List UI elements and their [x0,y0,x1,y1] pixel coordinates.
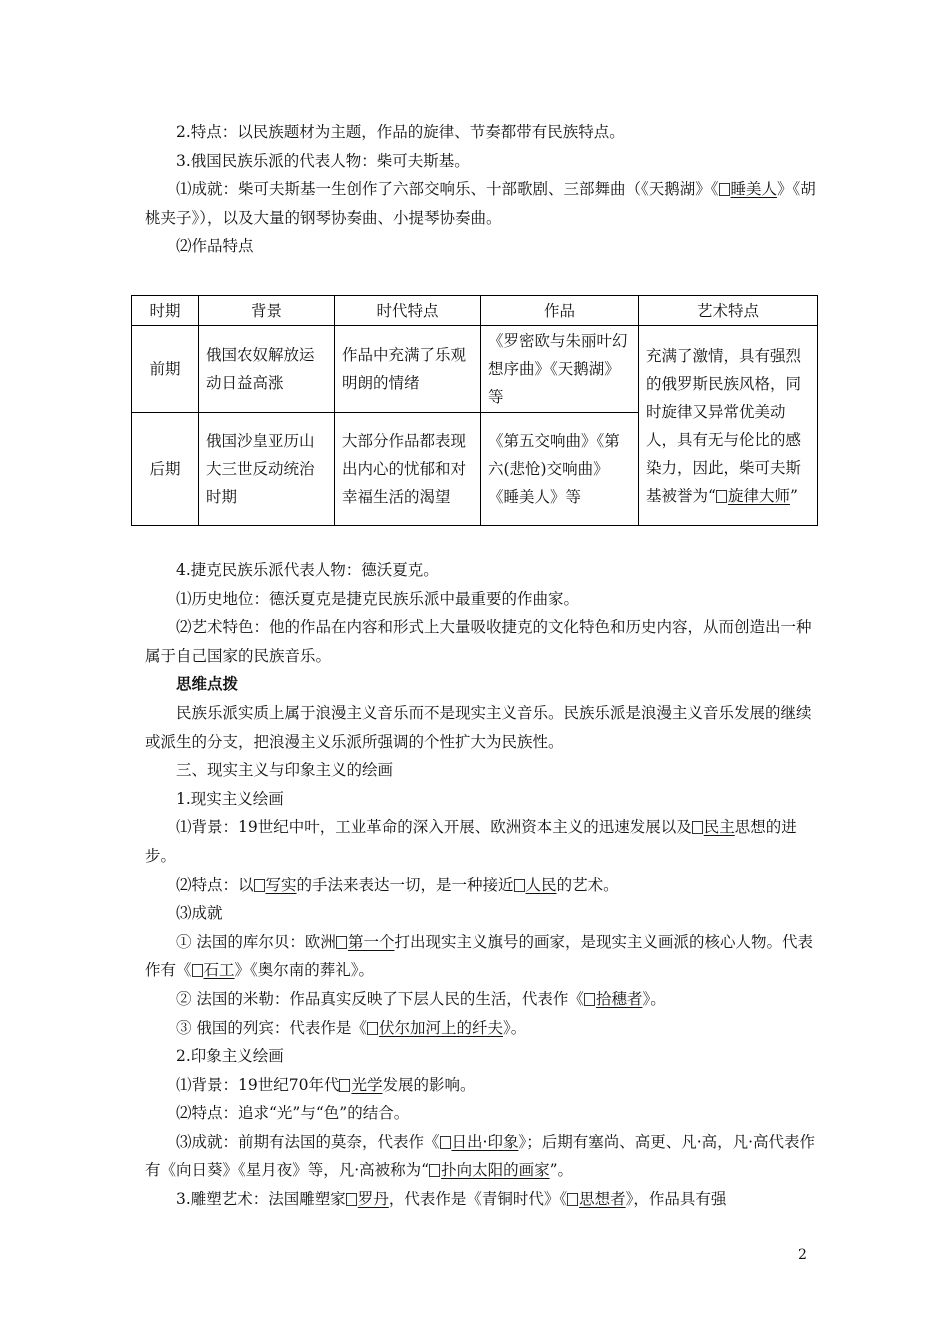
blank-sunrise-impression: 日出·印象 [440,1133,519,1151]
cell-era-feature: 作品中充满了乐观明朗的情绪 [335,326,481,413]
realism-title: 1.现实主义绘画 [176,789,284,808]
blank-barge-haulers: 伏尔加河上的纤夫 [367,1019,503,1037]
blank-realistic: 写实 [254,876,297,894]
cell-period: 前期 [132,326,199,413]
millet-line: ② 法国的米勒：作品真实反映了下层人民的生活，代表作《 拾穗者》。 [176,989,666,1008]
blank-box [192,964,203,977]
header-background: 背景 [199,296,335,326]
blank-box [440,1136,451,1149]
achievement-paragraph: ⑴成就：柴可夫斯基一生创作了六部交响乐、十部歌剧、三部舞曲（《天鹅湖》《 睡美人》《胡桃夹子》），以及大量的钢琴协奏曲、小提琴协奏曲。 [145,180,816,227]
czech-rep-line: 4.捷克民族乐派代表人物：德沃夏克。 [176,561,439,579]
section-title: 三、现实主义与印象主义的绘画 [176,761,394,780]
cell-background: 俄国农奴解放运动日益高涨 [199,326,335,413]
blank-sleeping-beauty: 睡美人 [719,180,778,198]
blank-box [254,879,265,892]
music-feature-line: 2.特点：以民族题材为主题，作品的旋律、节奏都带有民族特点。 [176,123,625,141]
art-character-paragraph: ⑵艺术特色：他的作品在内容和形式上大量吸收捷克的文化特色和历史内容，从而创造出一种属于自己国家的民族音乐。 [145,618,812,665]
blank-box [339,1079,350,1092]
realism-achievement-title: ⑶成就 [176,904,223,923]
cell-background: 俄国沙皇亚历山大三世反动统治时期 [199,413,335,526]
blank-box [514,879,525,892]
blank-rodin: 罗丹 [346,1190,389,1208]
cell-era-feature: 大部分作品都表现出内心的忧郁和对幸福生活的渴望 [335,413,481,526]
blank-box [336,936,347,949]
header-works: 作品 [481,296,639,326]
impressionism-feature: ⑵特点：追求“光”与“色”的结合。 [176,1104,410,1123]
works-table [131,295,818,526]
page-number: 2 [798,1247,807,1263]
blank-gleaners: 拾穗者 [584,990,643,1008]
cell-works: 《罗密欧与朱丽叶幻想序曲》《天鹅湖》等 [481,326,639,413]
blank-box [567,1193,578,1206]
header-period: 时期 [132,296,199,326]
blank-box [719,183,730,196]
cell-works: 《第五交响曲》《第六(悲怆)交响曲》《睡美人》等 [481,413,639,526]
content-top [145,118,817,261]
thinking-title: 思维点拨 [176,674,239,694]
impressionism-title: 2.印象主义绘画 [176,1047,284,1066]
repin-line: ③ 俄国的列宾：代表作是《 伏尔加河上的纤夫》。 [176,1018,527,1037]
blank-first: 第一个 [336,933,395,951]
blank-box [716,490,727,503]
cell-period: 后期 [132,413,199,526]
header-era-feature: 时代特点 [335,296,481,326]
thinking-body: 民族乐派实质上属于浪漫主义音乐而不是现实主义音乐。民族乐派是浪漫主义音乐发展的继续或派生的分支，把浪漫主义乐派所强调的个性扩大为民族性。 [145,703,812,751]
table-row [132,326,818,413]
works-feature-line: ⑵作品特点 [176,237,254,256]
blank-people: 人民 [514,876,557,894]
sculpture-line: 3.雕塑艺术：法国雕塑家 罗丹，代表作是《青铜时代》《 思想者》，作品具有强 [176,1190,727,1209]
impressionism-background: ⑴背景：19世纪70年代 光学发展的影响。 [176,1075,476,1094]
blank-box [692,821,703,834]
blank-box [367,1022,378,1035]
blank-box [429,1164,440,1177]
blank-sun-painter: 扑向太阳的画家 [429,1161,550,1179]
impressionism-achievement: ⑶成就：前期有法国的莫奈，代表作《 日出·印象》；后期有塞尚、高更、凡·高，凡·高代表作有《向日葵》《星月夜》等，凡·高被称为“ 扑向太阳的画家”。 [145,1132,816,1180]
blank-stonebreakers: 石工 [192,961,235,979]
table-header-row [132,296,818,326]
header-art-feature: 艺术特点 [639,296,818,326]
blank-optics: 光学 [339,1076,382,1094]
blank-box [584,993,595,1006]
blank-democracy: 民主 [692,818,735,836]
cell-art-feature: 充满了激情，具有强烈的俄罗斯民族风格，同时旋律又异常优美动人，具有无与伦比的感染力，因此，柴可夫斯基被誉为“ 旋律大师” [639,326,818,526]
blank-box [346,1193,357,1206]
blank-melody-master: 旋律大师 [716,487,790,505]
historical-status-line: ⑴历史地位：德沃夏克是捷克民族乐派中最重要的作曲家。 [176,589,580,608]
courbet-paragraph: ① 法国的库尔贝：欧洲 第一个打出现实主义旗号的画家，是现实主义画派的核心人物。代表作有《 石工》《奥尔南的葬礼》。 [145,932,813,980]
blank-thinker: 思想者 [567,1190,626,1208]
realism-feature: ⑵特点：以 写实的手法来表达一切，是一种接近 人民的艺术。 [176,875,619,894]
content-bottom [145,556,817,1214]
realism-background: ⑴背景：19世纪中叶，工业革命的深入开展、欧洲资本主义的迅速发展以及 民主思想的进步。 [145,818,797,865]
russian-rep-line: 3.俄国民族乐派的代表人物：柴可夫斯基。 [176,151,470,170]
achievement-text: ⑴成就：柴可夫斯基一生创作了六部交响乐、十部歌剧、三部舞曲（《天鹅湖》《 [176,180,719,199]
